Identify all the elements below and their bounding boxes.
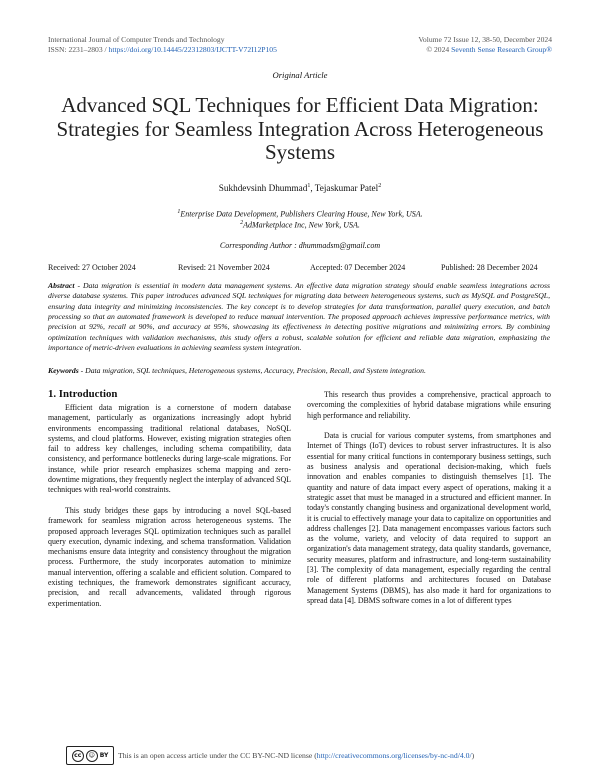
affiliation-2 — [0, 218, 600, 231]
author-list — [0, 183, 600, 193]
license-close: ) — [471, 751, 475, 760]
author-1-sup: 1 — [307, 183, 311, 189]
keywords-label: Keywords — [48, 366, 79, 375]
cc-license-badge — [66, 746, 114, 765]
abstract-text: - Data migration is essential in modern data management systems. An effective data migration strategy should enable seamless integrations across diverse database systems. This paper introduces advanced SQL techniques for migrating data between heterogeneous systems, such as MySQL and PostgreSQL, ensuring data integrity and minimizing inconsistencies. The key concept is to develop strategies for data transformation, parallel query execution, and batch processing so that an automated framework is developed to reduce manual intervention. The proposed approach achieves impressive performance metrics, with precision at 92%, recall at 90%, and accuracy at 95%, showcasing its effectiveness in detecting positive migrations and minimizing errors. By combining optimization techniques with validation mechanisms, this study offers a robust, scalable solution for efficient and reliable data migration, emphasizing the importance of metric-driven evaluations in achieving seamless system integration. — [48, 281, 550, 353]
intro-paragraph-2: This study bridges these gaps by introducing a novel SQL-based framework for seamless migration across heterogeneous systems. The proposed approach leverages SQL optimization techniques such as parallel query execution, dynamic indexing, and schema transformation. Validation mechanisms ensure data integrity and consistency throughout the migration process. Furthermore, the study incorporates automation to minimize manual intervention, offering a scalable and efficient solution. Compared to existing techniques, the framework demonstrates significant accuracy, precision, and recall advancements, validated through rigorous experimentation. — [48, 505, 291, 608]
journal-header — [48, 35, 308, 55]
abstract — [48, 281, 550, 353]
cc-icon: cc — [72, 750, 84, 762]
aff-1-sup: 1 — [177, 209, 181, 215]
published-date: Published: 28 December 2024 — [441, 263, 538, 272]
abstract-label: Abstract — [48, 281, 75, 290]
right-column — [307, 390, 551, 606]
license-text: This is an open access article under the CC BY-NC-ND license ( — [118, 751, 317, 760]
intro-paragraph-4: Data is crucial for various computer systems, from smartphones and Internet of Things (IoT) devices to robust server infrastructures. It is also essential for many critical functions in contemporary business settings, such as business analysis and operational decision-making, which fuels innovation and enables companies to distinguish themselves [1]. The quantity and nature of data impact every aspect of operations, making it a strategic asset that must be managed in a structured and efficient manner. In today's constantly changing business and organizational development world, it is crucial to effectively manage your data to capitalize on opportunities and address challenges [2]. Data management encompasses various factors such as the volume, variety, and velocity of data required to support an organization's data management strategy, data quality standards, governance, security measures, platform and infrastructure, and long-term sustainability [3]. The complexity of data management, especially regarding the central role of different platforms and architectures focused on Database Management Systems (DBMS), has also made it hard for organizations to spread data [4]. DBMS software comes in a lot of different types — [307, 431, 551, 605]
volume-header — [330, 35, 552, 55]
journal-name: International Journal of Computer Trends and Technology — [48, 35, 225, 44]
author-separator: , — [310, 183, 315, 194]
license-footer — [118, 751, 474, 760]
doi-link[interactable]: https://doi.org/10.14445/22312803/IJCTT-V72I12P105 — [108, 45, 277, 54]
accepted-date: Accepted: 07 December 2024 — [310, 263, 406, 272]
by-label: BY — [99, 752, 109, 759]
keywords-text: - Data migration, SQL techniques, Heterogeneous systems, Accuracy, Precision, Recall, and System integration. — [78, 366, 426, 375]
license-link[interactable]: http://creativecommons.org/licenses/by-nc-nd/4.0/ — [316, 751, 472, 760]
by-icon: ☺ — [86, 750, 98, 762]
copyright-line: © 2024 Seventh Sense Research Group® — [426, 45, 552, 54]
intro-paragraph-1: Efficient data migration is a cornerstone of modern database management, particularly as organizations increasingly adopt hybrid environments encompassing traditional relational databases, NoSQL systems, and cloud platforms. However, existing migration strategies often fail to address key challenges, including schema compatibility, data consistency, and performance bottlenecks during large-scale migrations. For instance, while prior research emphasizes schema mapping and zero-downtime migrations, they frequently neglect the interplay of advanced SQL techniques with real-world constraints. — [48, 403, 291, 495]
author-1: Sukhdevsinh Dhummad — [218, 183, 308, 194]
received-date: Received: 27 October 2024 — [48, 263, 136, 272]
author-2: Tejaskumar Patel — [314, 183, 379, 194]
publisher-link[interactable]: Seventh Sense Research Group® — [451, 45, 552, 54]
aff-2-text: AdMarketplace Inc, New York, USA. — [243, 220, 360, 230]
section-heading-introduction: 1. Introduction — [48, 388, 118, 400]
article-type: Original Article — [272, 70, 328, 80]
revised-date: Revised: 21 November 2024 — [178, 263, 270, 272]
keywords — [48, 366, 550, 375]
aff-1-text: Enterprise Data Development, Publishers Clearing House, New York, USA. — [180, 209, 423, 219]
volume-info: Volume 72 Issue 12, 38-50, December 2024 — [418, 35, 552, 44]
corresponding-author: Corresponding Author : dhummadsm@gmail.com — [219, 241, 381, 250]
author-2-sup: 2 — [378, 183, 382, 189]
intro-paragraph-3: This research thus provides a comprehensive, practical approach to overcoming the complexities of hybrid database migrations while ensuring high performance and reliability. — [307, 390, 551, 420]
paper-title: Advanced SQL Techniques for Efficient Data Migration: Strategies for Seamless Integration Across Heterogeneous Systems — [56, 93, 544, 164]
issn-line: ISSN: 2231–2803 / https://doi.org/10.14445/22312803/IJCTT-V72I12P105 — [48, 45, 277, 54]
left-column — [48, 403, 291, 609]
aff-2-sup: 2 — [240, 220, 244, 226]
